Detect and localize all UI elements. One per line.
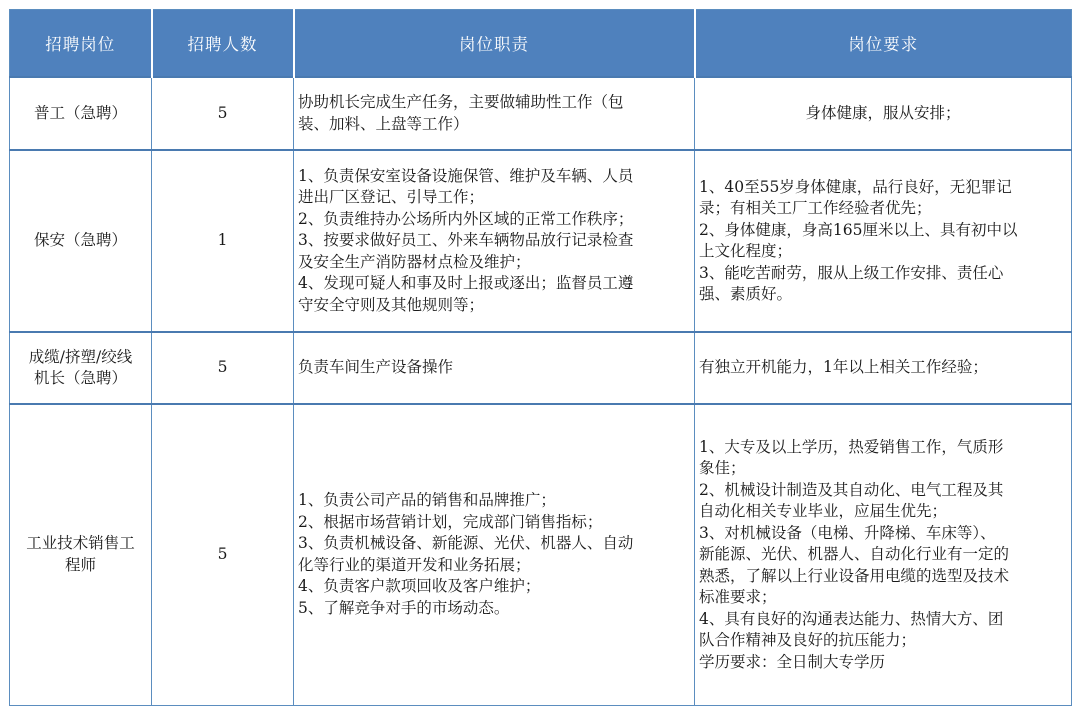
requirements-line: 强、素质好。 xyxy=(699,285,793,303)
requirements-cell xyxy=(695,77,1072,150)
duties-cell xyxy=(294,150,695,332)
duties-cell xyxy=(294,77,695,150)
position-line: 普工（急聘） xyxy=(33,103,127,122)
requirements-line: 自动化相关专业毕业，应届生优先； xyxy=(699,502,948,520)
count-cell: 5 xyxy=(152,77,294,150)
count-cell: 5 xyxy=(152,404,294,705)
position-cell xyxy=(10,77,152,150)
requirements-line: 4、具有良好的沟通表达能力、热情大方、团 xyxy=(699,609,1004,628)
requirements-line: 标准要求； xyxy=(699,588,777,606)
duties-line: 进出厂区登记、引导工作； xyxy=(298,188,485,207)
position-line: 机长（急聘） xyxy=(33,369,127,387)
position-line: 成缆/挤塑/绞线 xyxy=(28,347,133,366)
position-line: 程师 xyxy=(64,555,96,574)
duties-line: 2、根据市场营销计划，完成部门销售指标； xyxy=(298,512,603,531)
table-row xyxy=(10,404,1072,705)
header-count: 招聘人数 xyxy=(152,10,294,78)
duties-line: 2、负责维持办公场所内外区域的正常工作秩序； xyxy=(298,209,634,228)
requirements-cell xyxy=(695,332,1072,404)
header-requirements: 岗位要求 xyxy=(695,10,1072,78)
requirements-line: 上文化程度； xyxy=(699,242,793,260)
duties-line: 守安全守则及其他规则等； xyxy=(298,295,485,314)
requirements-line: 3、能吃苦耐劳，服从上级工作安排、责任心 xyxy=(699,263,1004,282)
position-line: 保安（急聘） xyxy=(33,231,127,250)
duties-line: 协助机长完成生产任务，主要做辅助性工作（包 xyxy=(298,93,624,111)
header-duties: 岗位职责 xyxy=(294,10,695,78)
position-cell xyxy=(10,332,152,404)
position-line: 工业技术销售工 xyxy=(26,534,135,553)
count-cell: 5 xyxy=(152,332,294,404)
table-row xyxy=(10,332,1072,404)
duties-line: 化等行业的渠道开发和业务拓展； xyxy=(298,555,531,574)
requirements-line: 熟悉，了解以上行业设备用电缆的选型及技术 xyxy=(699,566,1010,585)
requirements-line: 2、身体健康，身高165厘米以上、具有初中以 xyxy=(699,220,1018,239)
requirements-line: 新能源、光伏、机器人、自动化行业有一定的 xyxy=(699,545,1010,563)
requirements-line: 3、对机械设备（电梯、升降梯、车床等）、 xyxy=(699,523,996,542)
table-row xyxy=(10,150,1072,332)
duties-line: 5、了解竞争对手的市场动态。 xyxy=(298,598,510,617)
requirements-line: 学历要求：全日制大专学历 xyxy=(699,652,886,671)
duties-line: 及安全生产消防器材点检及维护； xyxy=(298,252,531,271)
duties-line: 3、负责机械设备、新能源、光伏、机器人、自动 xyxy=(298,534,634,553)
duties-line: 4、发现可疑人和事及时上报或逐出；监督员工遵 xyxy=(298,274,634,293)
duties-line: 3、按要求做好员工、外来车辆物品放行记录检查 xyxy=(298,231,634,250)
requirements-cell xyxy=(695,150,1072,332)
position-cell xyxy=(10,404,152,705)
duties-line: 负责车间生产设备操作 xyxy=(298,358,454,377)
duties-line: 4、负责客户款项回收及客户维护； xyxy=(298,577,541,596)
header-row xyxy=(10,10,1072,78)
requirements-line: 有独立开机能力，1年以上相关工作经验； xyxy=(699,358,988,377)
requirements-line: 录；有相关工厂工作经验者优先； xyxy=(699,199,932,217)
duties-line: 装、加料、上盘等工作） xyxy=(298,114,469,133)
requirements-line: 象佳； xyxy=(699,459,746,477)
recruitment-table xyxy=(9,9,1072,706)
requirements-line: 身体健康，服从安排； xyxy=(805,103,961,122)
requirements-cell xyxy=(695,404,1072,705)
count-cell: 1 xyxy=(152,150,294,332)
duties-line: 1、负责公司产品的销售和品牌推广； xyxy=(298,491,556,510)
duties-cell xyxy=(294,404,695,705)
table-row xyxy=(10,77,1072,150)
header-position: 招聘岗位 xyxy=(10,10,152,78)
requirements-line: 2、机械设计制造及其自动化、电气工程及其 xyxy=(699,480,1004,499)
requirements-line: 1、40至55岁身体健康，品行良好，无犯罪记 xyxy=(699,177,1012,196)
duties-line: 1、负责保安室设备设施保管、维护及车辆、人员 xyxy=(298,166,634,185)
requirements-line: 1、大专及以上学历，热爱销售工作，气质形 xyxy=(699,437,1004,456)
position-cell xyxy=(10,150,152,332)
duties-cell xyxy=(294,332,695,404)
requirements-line: 队合作精神及良好的抗压能力； xyxy=(699,631,917,649)
